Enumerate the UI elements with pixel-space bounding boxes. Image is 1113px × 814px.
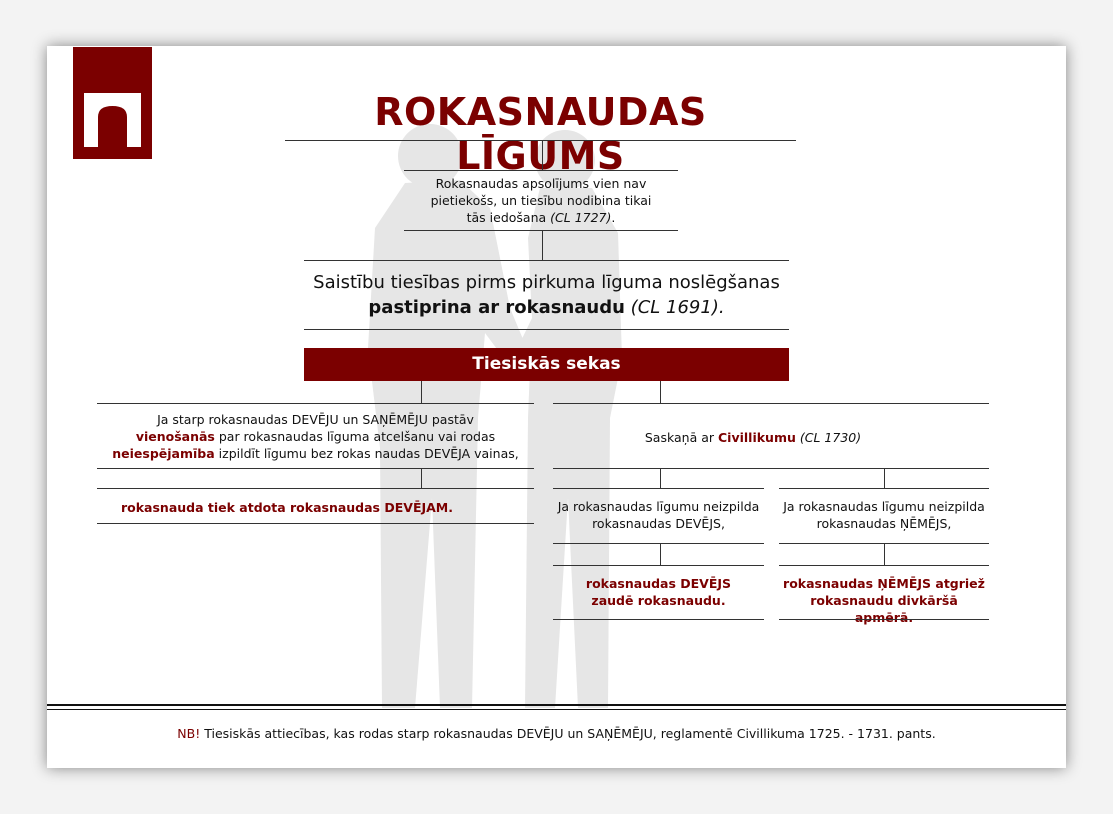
intro-text: Rokasnaudas apsolījums vien nav pietiekošs, un tiesību nodibina tikai tās iedošana (CL 1727). xyxy=(430,176,652,225)
connector xyxy=(884,468,885,488)
case-receiver-result: rokasnaudas ŅĒMĒJS atgriež rokasnaudu divkāršā apmērā. xyxy=(783,576,985,625)
divider xyxy=(304,329,789,330)
divider xyxy=(553,488,764,489)
statement-citation: (CL 1691). xyxy=(630,297,725,318)
basis-citation: (CL 1730) xyxy=(799,430,862,445)
logo xyxy=(73,47,152,159)
divider xyxy=(553,468,989,469)
connector xyxy=(660,543,661,565)
term-civil-law: Civillikumu xyxy=(718,430,796,445)
consequences-banner: Tiesiskās sekas xyxy=(304,348,789,381)
divider xyxy=(779,619,989,620)
divider xyxy=(97,488,534,489)
connector xyxy=(421,381,422,403)
divider xyxy=(553,619,764,620)
divider xyxy=(304,260,789,261)
divider xyxy=(553,543,764,544)
connector xyxy=(542,230,543,260)
connector xyxy=(660,381,661,403)
left-branch-condition: Ja starp rokasnaudas DEVĒJU un SAŅĒMĒJU pastāv vienošanās par rokasnaudas līguma atcelšanu vai rodas neiespējamība izpildīt līgumu bez rokas naudas DEVĒJA vainas, xyxy=(112,412,519,461)
case-giver-condition: Ja rokasnaudas līgumu neizpilda rokasnaudas DEVĒJS, xyxy=(557,499,760,531)
connector xyxy=(542,140,543,170)
page-title: ROKASNAUDAS LĪGUMS xyxy=(374,90,707,178)
footer-rule xyxy=(47,704,1066,706)
divider xyxy=(553,565,764,566)
main-statement: Saistību tiesības pirms pirkuma līguma noslēgšanas pastiprina ar rokasnaudu (CL 1691). xyxy=(313,272,780,318)
title-underline xyxy=(285,140,796,141)
connector xyxy=(884,543,885,565)
left-branch-result: rokasnauda tiek atdota rokasnaudas DEVĒJAM. xyxy=(120,500,453,515)
connector xyxy=(421,468,422,488)
divider xyxy=(404,170,678,171)
divider xyxy=(97,468,534,469)
right-branch-basis: Saskaņā ar Civillikumu (CL 1730) xyxy=(644,430,862,445)
divider xyxy=(779,565,989,566)
case-giver-result: rokasnaudas DEVĒJS zaudē rokasnaudu. xyxy=(585,576,732,608)
footer-note xyxy=(47,726,1066,741)
footer-rule xyxy=(47,709,1066,710)
divider xyxy=(779,488,989,489)
term-impossibility: neiespējamība xyxy=(112,446,215,461)
nb-label: NB! xyxy=(177,726,201,741)
connector xyxy=(660,468,661,488)
divider xyxy=(404,230,678,231)
footer-text: Tiesiskās attiecības, kas rodas starp rokasnaudas DEVĒJU un SAŅĒMĒJU, reglamentē Civillikuma 1725. - 1731. pants. xyxy=(204,726,936,741)
divider xyxy=(97,403,534,404)
statement-emphasis: pastiprina ar rokasnaudu xyxy=(368,297,625,318)
intro-citation: (CL 1727) xyxy=(550,210,612,225)
term-agreement: vienošanās xyxy=(135,429,215,444)
divider xyxy=(553,403,989,404)
arch-logo-icon xyxy=(84,93,141,147)
case-receiver-condition: Ja rokasnaudas līgumu neizpilda rokasnaudas ŅĒMĒJS, xyxy=(783,499,985,531)
divider xyxy=(97,523,534,524)
